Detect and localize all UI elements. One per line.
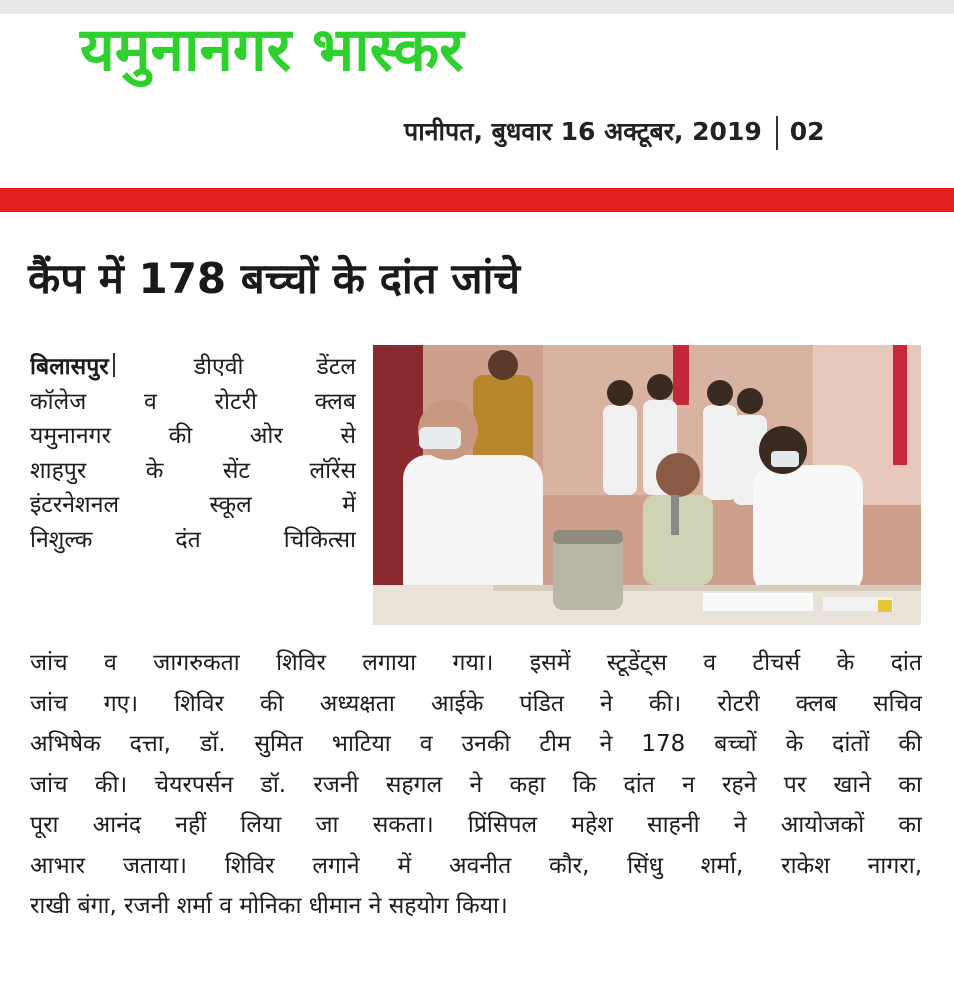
lead-line-3: यमुनानगर की ओर से: [30, 423, 356, 449]
lead-line-1-text: डीएवी डेंटल: [193, 354, 356, 380]
dateline-text: पानीपत, बुधवार 16 अक्टूबर, 2019: [404, 117, 762, 146]
top-gray-band: [0, 0, 954, 14]
body-line-3: अभिषेक दत्ता, डॉ. सुमित भाटिया व उनकी टीम ने 178 बच्चों के दांतों की: [30, 731, 922, 757]
masthead-title: यमुनानगर भास्कर: [80, 15, 464, 85]
body-line-6: आभार जताया। शिविर लगाने में अवनीत कौर, सिंधु शर्मा, राकेश नागरा,: [30, 852, 922, 879]
article-body: [30, 643, 922, 927]
place-separator: [113, 353, 115, 377]
lead-line-6: निशुल्क दंत चिकित्सा: [30, 526, 356, 553]
page-number: 02: [789, 117, 825, 146]
article-headline: कैंप में 178 बच्चों के दांत जांचे: [28, 254, 521, 303]
place-name: बिलासपुर: [30, 354, 109, 380]
dateline: [404, 112, 825, 152]
lead-line-5: इंटरनेशनल स्कूल में: [30, 492, 356, 518]
body-line-2: जांच गए। शिविर की अध्यक्षता आईके पंडित ने की। रोटरी क्लब सचिव: [30, 690, 922, 717]
lead-line-2: कॉलेज व रोटरी क्लब: [30, 388, 356, 415]
lead-line-4: शाहपुर के सेंट लॉरेंस: [30, 457, 356, 484]
lead-line-1: [30, 350, 356, 385]
red-divider-rule: [0, 188, 954, 212]
dateline-separator: [776, 116, 778, 150]
article-photo: [373, 345, 921, 625]
article-lead-column: [30, 350, 356, 557]
body-line-5: पूरा आनंद नहीं लिया जा सकता। प्रिंसिपल महेश साहनी ने आयोजकों का: [30, 812, 922, 838]
body-line-7: राखी बंगा, रजनी शर्मा व मोनिका धीमान ने सहयोग किया।: [30, 893, 508, 919]
body-line-1: जांच व जागरुकता शिविर लगाया गया। इसमें स्टूडेंट्स व टीचर्स के दांत: [30, 650, 922, 676]
body-line-4: जांच की। चेयरपर्सन डॉ. रजनी सहगल ने कहा कि दांत न रहने पर खाने का: [30, 771, 922, 798]
dental-camp-photo-illustration: [373, 345, 921, 625]
